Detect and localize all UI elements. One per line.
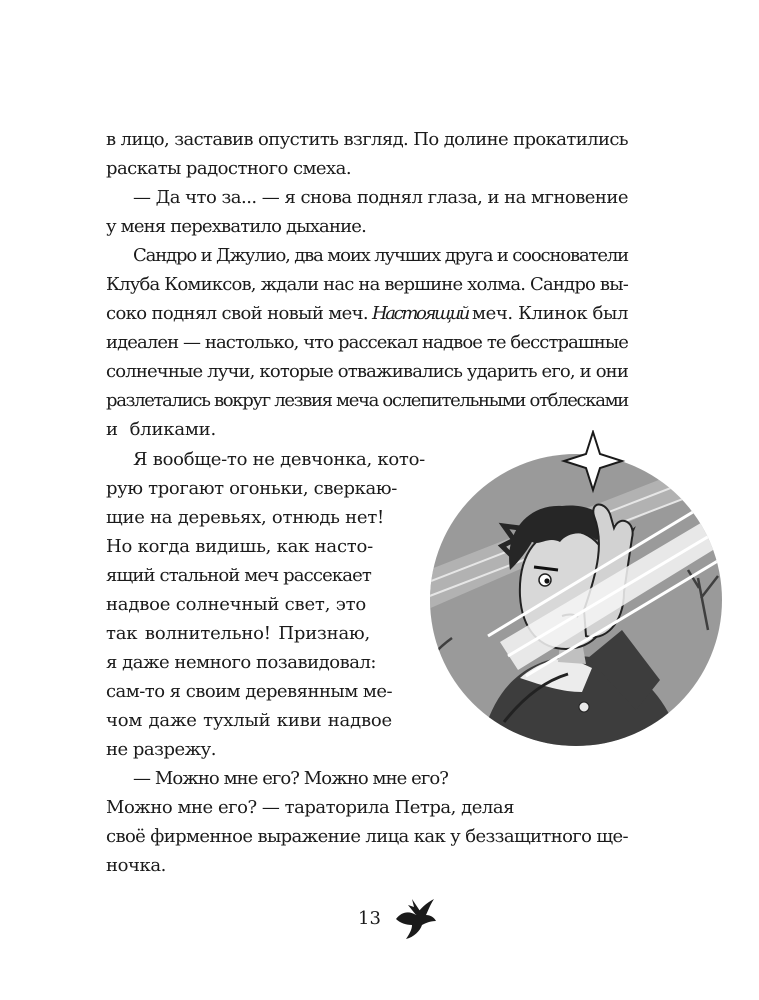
text-line: раскаты радостного смеха. bbox=[106, 158, 351, 179]
text-line: Клуба Комиксов, ждали нас на вершине холма. Сандро вы- bbox=[106, 274, 628, 295]
text-line: солнечные лучи, которые отваживались ударить его, и они bbox=[106, 361, 628, 382]
text-line: Я вообще-то не девчонка, кото- bbox=[133, 449, 425, 470]
text-line: меч. Клинок был bbox=[472, 303, 628, 324]
text-line: идеален — настолько, что рассекал надвое те бесстрашные bbox=[106, 332, 628, 353]
text-line: соко поднял свой новый меч. bbox=[106, 303, 368, 324]
page-number: 13 bbox=[358, 908, 381, 929]
text-line: чом даже тухлый киви надвое bbox=[106, 710, 392, 731]
text-line: так волнительно! Признаю, bbox=[106, 623, 370, 644]
text-line: у меня перехватило дыхание. bbox=[106, 216, 366, 237]
text-line: ночка. bbox=[106, 855, 166, 876]
text-line: Но когда видишь, как насто- bbox=[106, 536, 373, 557]
text-line: Можно мне его? — тараторила Петра, делая bbox=[106, 797, 514, 818]
text-line: рую трогают огоньки, сверкаю- bbox=[106, 478, 397, 499]
text-line: — Можно мне его? Можно мне его? bbox=[133, 768, 448, 789]
boy-with-sunbeam-illustration bbox=[408, 430, 726, 752]
text-line: и бликами. bbox=[106, 419, 216, 440]
text-line: надвое солнечный свет, это bbox=[106, 594, 366, 615]
text-line: в лицо, заставив опустить взгляд. По долине прокатились bbox=[106, 129, 628, 150]
text-line: сам-то я своим деревянным ме- bbox=[106, 681, 392, 702]
text-line: я даже немного позавидовал: bbox=[106, 652, 376, 673]
italic-word: Настоящий bbox=[372, 303, 468, 324]
text-line: не разрежу. bbox=[106, 739, 216, 760]
raven-icon bbox=[390, 893, 438, 941]
text-line: Сандро и Джулио, два моих лучших друга и сооснователи bbox=[133, 245, 628, 266]
text-line: своё фирменное выражение лица как у беззащитного ще- bbox=[106, 826, 628, 847]
text-line: разлетались вокруг лезвия меча ослепительными отблесками bbox=[106, 390, 628, 411]
text-line: щие на деревьях, отнюдь нет! bbox=[106, 507, 384, 528]
text-line: ящий стальной меч рассекает bbox=[106, 565, 371, 586]
text-line: — Да что за... — я снова поднял глаза, и на мгновение bbox=[133, 187, 628, 208]
